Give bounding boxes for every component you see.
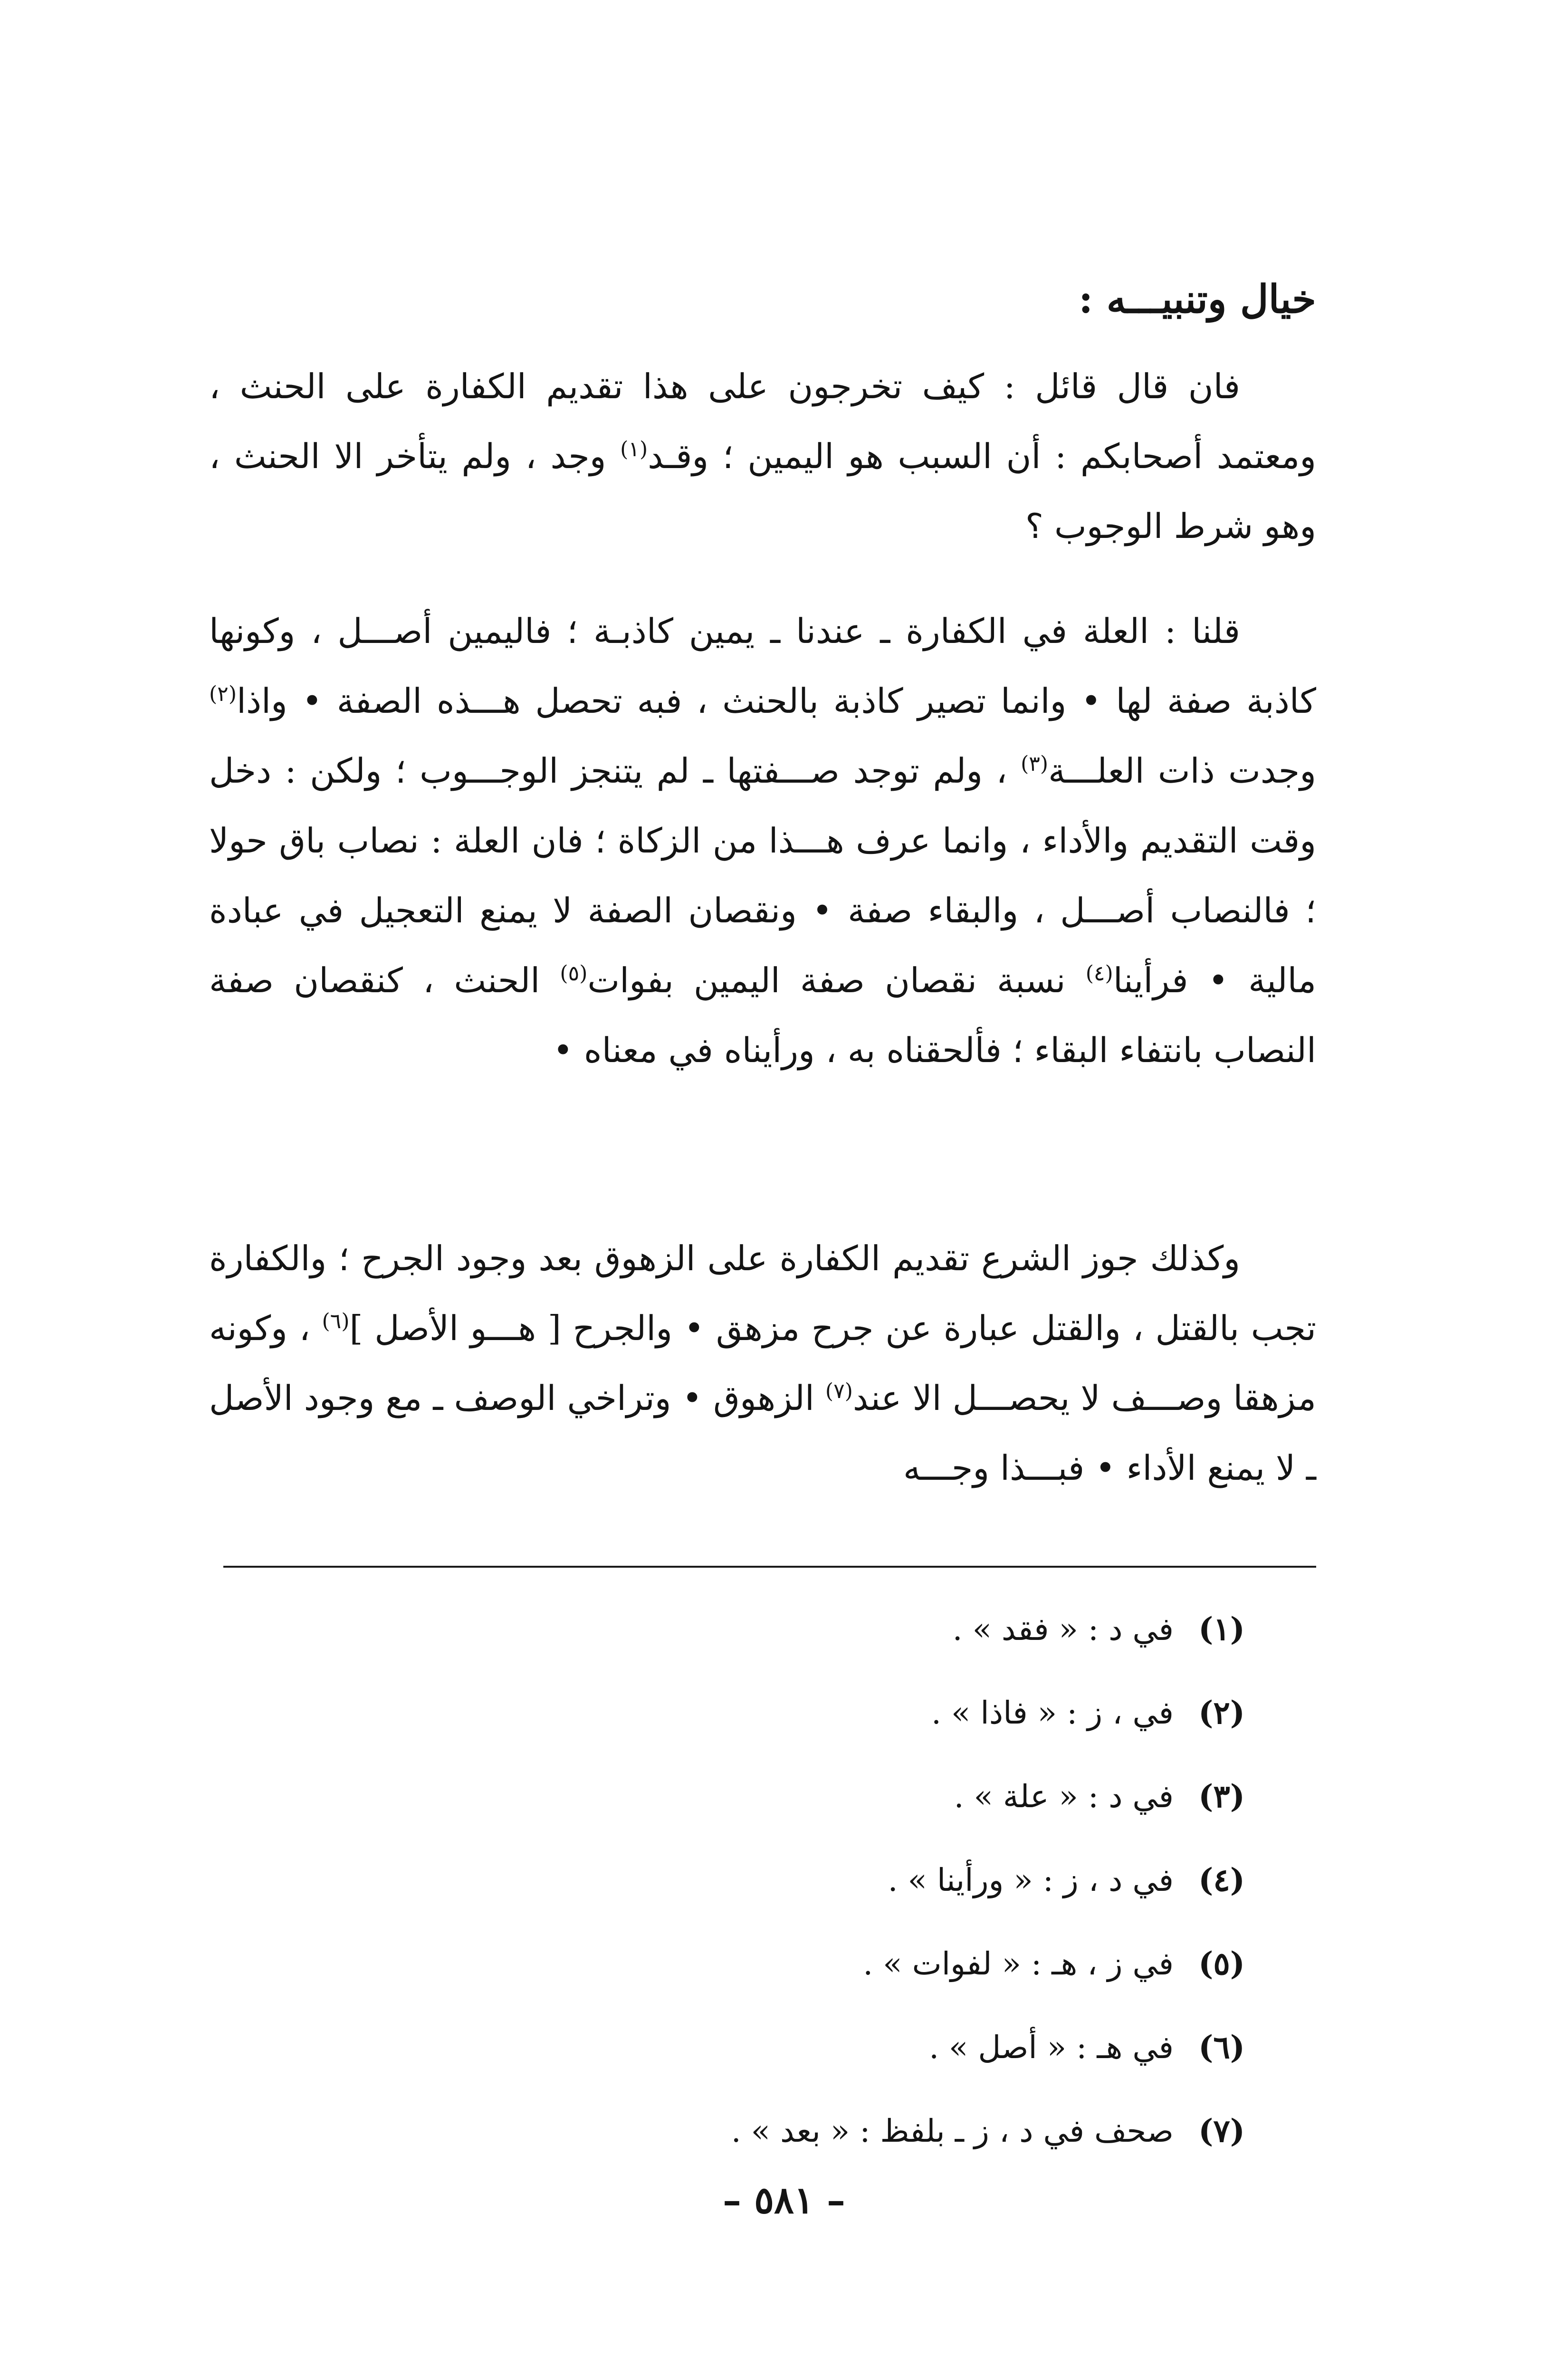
- footnote-item: [209, 1671, 1245, 1754]
- footnote-text: في د : « علة » .: [954, 1778, 1174, 1815]
- footnote-marker: (١): [620, 437, 648, 461]
- footnote-marker: (٢): [209, 682, 237, 706]
- body-paragraph-1: [209, 352, 1316, 561]
- footnote-number: (٣): [1198, 1778, 1245, 1815]
- footnote-item: [209, 1754, 1245, 1838]
- footnote-separator-rule: [223, 1566, 1316, 1568]
- footnote-marker: (٧): [825, 1379, 853, 1403]
- footnote-number: (٦): [1198, 2029, 1245, 2066]
- paragraph-text: قلنا : العلة في الكفارة ـ عندنا ـ يمين كاذبـة ؛ فاليمين أصـــل ، وكونها كاذبة صفة لها • وانما تصير كاذبة بالحنث ، فبه تحصل هـــذه الصفة • واذا$^{(٢)}$ وجدت ذات العلـــة$^{(٣)}$ ، ولم توجد صـــفتها ـ لم يتنجز الوجـــوب ؛ ولكن : دخل وقت التقديم والأداء ، وانما عرف هـــذا من الزكاة ؛ فان العلة : نصاب باق حولا ؛ فالنصاب أصـــل ، والبقاء صفة • ونقصان الصفة لا يمنع التعجيل في عبادة مالية • فرأينا$^{(٤)}$ نسبة نقصان صفة اليمين بفوات$^{(٥)}$ الحنث ، كنقصان صفة النصاب بانتفاء البقاء ؛ فألحقناه به ، ورأيناه في معناه •: [209, 611, 1317, 1070]
- footnote-number: (٢): [1198, 1694, 1245, 1731]
- body-paragraph-3: [209, 1224, 1316, 1503]
- footnote-number: (٧): [1198, 2112, 1245, 2149]
- footnote-text: صحف في د ، ز ـ بلفظ : « بعد » .: [731, 2113, 1174, 2149]
- footnote-text: في ز ، هـ : « لفوات » .: [863, 1945, 1174, 1982]
- paragraph-text: فان قال قائل : كيف تخرجون على هذا تقديم الكفارة على الحنث ، ومعتمد أصحابكم : أن السبب هو اليمين ؛ وقـد$^{(١)}$ وجد ، ولم يتأخر الا الحنث ، وهو شرط الوجوب ؟: [209, 366, 1316, 546]
- footnote-marker: (٥): [560, 961, 588, 986]
- footnote-item: [209, 2005, 1245, 2089]
- page-number: – ٥٨١ –: [723, 2179, 845, 2222]
- footnote-number: (٥): [1198, 1945, 1245, 1982]
- footnote-number: (٤): [1198, 1861, 1245, 1898]
- footnotes-list: [209, 1587, 1245, 2173]
- footnote-text: في ، ز : « فاذا » .: [931, 1695, 1174, 1731]
- footnote-item: [209, 1587, 1245, 1671]
- footnote-marker: (٦): [322, 1309, 350, 1333]
- paragraph-text: وكذلك جوز الشرع تقديم الكفارة على الزهوق بعد وجود الجرح ؛ والكفارة تجب بالقتل ، والقتل عبارة عن جرح مزهق • والجرح [ هـــو الأصل ]$^{(٦)}$ ، وكونه مزهقا وصـــف لا يحصـــل الا عند$^{(٧)}$ الزهوق • وتراخي الوصف ـ مع وجود الأصل ـ لا يمنع الأداء • فبـــذا وجـــه: [209, 1238, 1316, 1488]
- footnote-text: في د ، ز : « ورأينا » .: [888, 1862, 1174, 1898]
- footnote-number: (١): [1198, 1610, 1245, 1648]
- body-paragraph-2: [209, 596, 1316, 1085]
- footnote-item: [209, 1922, 1245, 2005]
- section-heading: خيال وتنبيـــه :: [1078, 277, 1316, 322]
- footnote-marker: (٤): [1085, 961, 1113, 986]
- footnote-text: في هـ : « أصل » .: [929, 2029, 1174, 2066]
- footnote-marker: (٣): [1021, 752, 1049, 776]
- footnote-text: في د : « فقد » .: [952, 1611, 1174, 1648]
- footnote-item: [209, 1838, 1245, 1922]
- footnote-item: [209, 2089, 1245, 2173]
